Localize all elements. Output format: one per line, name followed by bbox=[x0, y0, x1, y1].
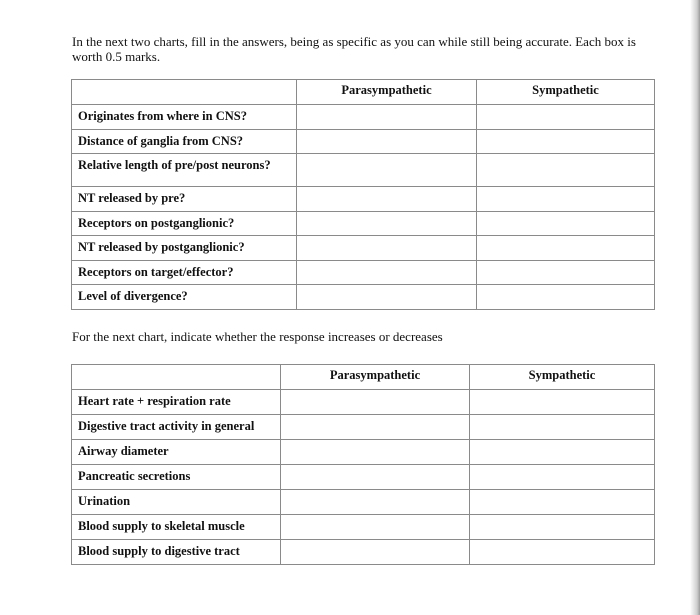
answer-cell-sympathetic[interactable] bbox=[477, 285, 655, 310]
row-label: NT released by pre? bbox=[72, 187, 297, 212]
page-edge-shadow bbox=[690, 0, 700, 615]
answer-cell-sympathetic[interactable] bbox=[477, 261, 655, 285]
table-row bbox=[72, 440, 655, 465]
answer-cell-parasympathetic[interactable] bbox=[297, 130, 477, 154]
table-row bbox=[72, 105, 655, 130]
answer-cell-parasympathetic[interactable] bbox=[297, 285, 477, 310]
answer-cell-parasympathetic[interactable] bbox=[297, 261, 477, 285]
header-parasympathetic: Parasympathetic bbox=[281, 365, 470, 390]
table-row bbox=[72, 465, 655, 490]
answer-cell-parasympathetic[interactable] bbox=[281, 390, 470, 415]
row-label: Urination bbox=[72, 490, 281, 515]
row-label: Originates from where in CNS? bbox=[72, 105, 297, 130]
row-label: Distance of ganglia from CNS? bbox=[72, 130, 297, 154]
answer-cell-sympathetic[interactable] bbox=[477, 236, 655, 261]
row-label: NT released by postganglionic? bbox=[72, 236, 297, 261]
header-sympathetic: Sympathetic bbox=[470, 365, 655, 390]
header-blank bbox=[72, 365, 281, 390]
instructions-chart1: In the next two charts, fill in the answers, being as specific as you can while still being accurate. Each box is worth 0.5 marks. bbox=[72, 34, 636, 64]
answer-cell-sympathetic[interactable] bbox=[477, 212, 655, 236]
row-label: Blood supply to skeletal muscle bbox=[72, 515, 281, 540]
table-row bbox=[72, 540, 655, 565]
answer-cell-parasympathetic[interactable] bbox=[281, 490, 470, 515]
table-row bbox=[72, 515, 655, 540]
row-label: Level of divergence? bbox=[72, 285, 297, 310]
row-label: Airway diameter bbox=[72, 440, 281, 465]
answer-cell-sympathetic[interactable] bbox=[477, 105, 655, 130]
table-row bbox=[72, 285, 655, 310]
row-label: Receptors on postganglionic? bbox=[72, 212, 297, 236]
instructions-chart2: For the next chart, indicate whether the response increases or decreases bbox=[72, 329, 443, 344]
row-label: Heart rate + respiration rate bbox=[72, 390, 281, 415]
answer-cell-parasympathetic[interactable] bbox=[297, 212, 477, 236]
row-label: Relative length of pre/post neurons? bbox=[72, 154, 297, 187]
answer-cell-sympathetic[interactable] bbox=[470, 540, 655, 565]
header-parasympathetic: Parasympathetic bbox=[297, 80, 477, 105]
answer-cell-parasympathetic[interactable] bbox=[297, 236, 477, 261]
answer-cell-parasympathetic[interactable] bbox=[297, 187, 477, 212]
header-sympathetic: Sympathetic bbox=[477, 80, 655, 105]
answer-cell-sympathetic[interactable] bbox=[470, 515, 655, 540]
answer-cell-parasympathetic[interactable] bbox=[297, 154, 477, 187]
answer-cell-sympathetic[interactable] bbox=[470, 465, 655, 490]
autonomic-response-table bbox=[71, 364, 655, 565]
table-row bbox=[72, 415, 655, 440]
table-header-row bbox=[72, 365, 655, 390]
answer-cell-parasympathetic[interactable] bbox=[281, 440, 470, 465]
table-header-row bbox=[72, 80, 655, 105]
autonomic-properties-table bbox=[71, 79, 655, 310]
row-label: Blood supply to digestive tract bbox=[72, 540, 281, 565]
answer-cell-sympathetic[interactable] bbox=[477, 154, 655, 187]
answer-cell-sympathetic[interactable] bbox=[470, 440, 655, 465]
answer-cell-sympathetic[interactable] bbox=[470, 490, 655, 515]
answer-cell-sympathetic[interactable] bbox=[477, 187, 655, 212]
answer-cell-parasympathetic[interactable] bbox=[281, 515, 470, 540]
answer-cell-parasympathetic[interactable] bbox=[281, 540, 470, 565]
header-blank bbox=[72, 80, 297, 105]
table-row bbox=[72, 154, 655, 187]
row-label: Pancreatic secretions bbox=[72, 465, 281, 490]
answer-cell-sympathetic[interactable] bbox=[477, 130, 655, 154]
answer-cell-parasympathetic[interactable] bbox=[297, 105, 477, 130]
table-row bbox=[72, 187, 655, 212]
row-label: Digestive tract activity in general bbox=[72, 415, 281, 440]
answer-cell-parasympathetic[interactable] bbox=[281, 415, 470, 440]
table-row bbox=[72, 261, 655, 285]
table-row bbox=[72, 390, 655, 415]
row-label: Receptors on target/effector? bbox=[72, 261, 297, 285]
table-row bbox=[72, 236, 655, 261]
answer-cell-sympathetic[interactable] bbox=[470, 415, 655, 440]
table-row bbox=[72, 212, 655, 236]
table-row bbox=[72, 130, 655, 154]
answer-cell-sympathetic[interactable] bbox=[470, 390, 655, 415]
answer-cell-parasympathetic[interactable] bbox=[281, 465, 470, 490]
table-row bbox=[72, 490, 655, 515]
